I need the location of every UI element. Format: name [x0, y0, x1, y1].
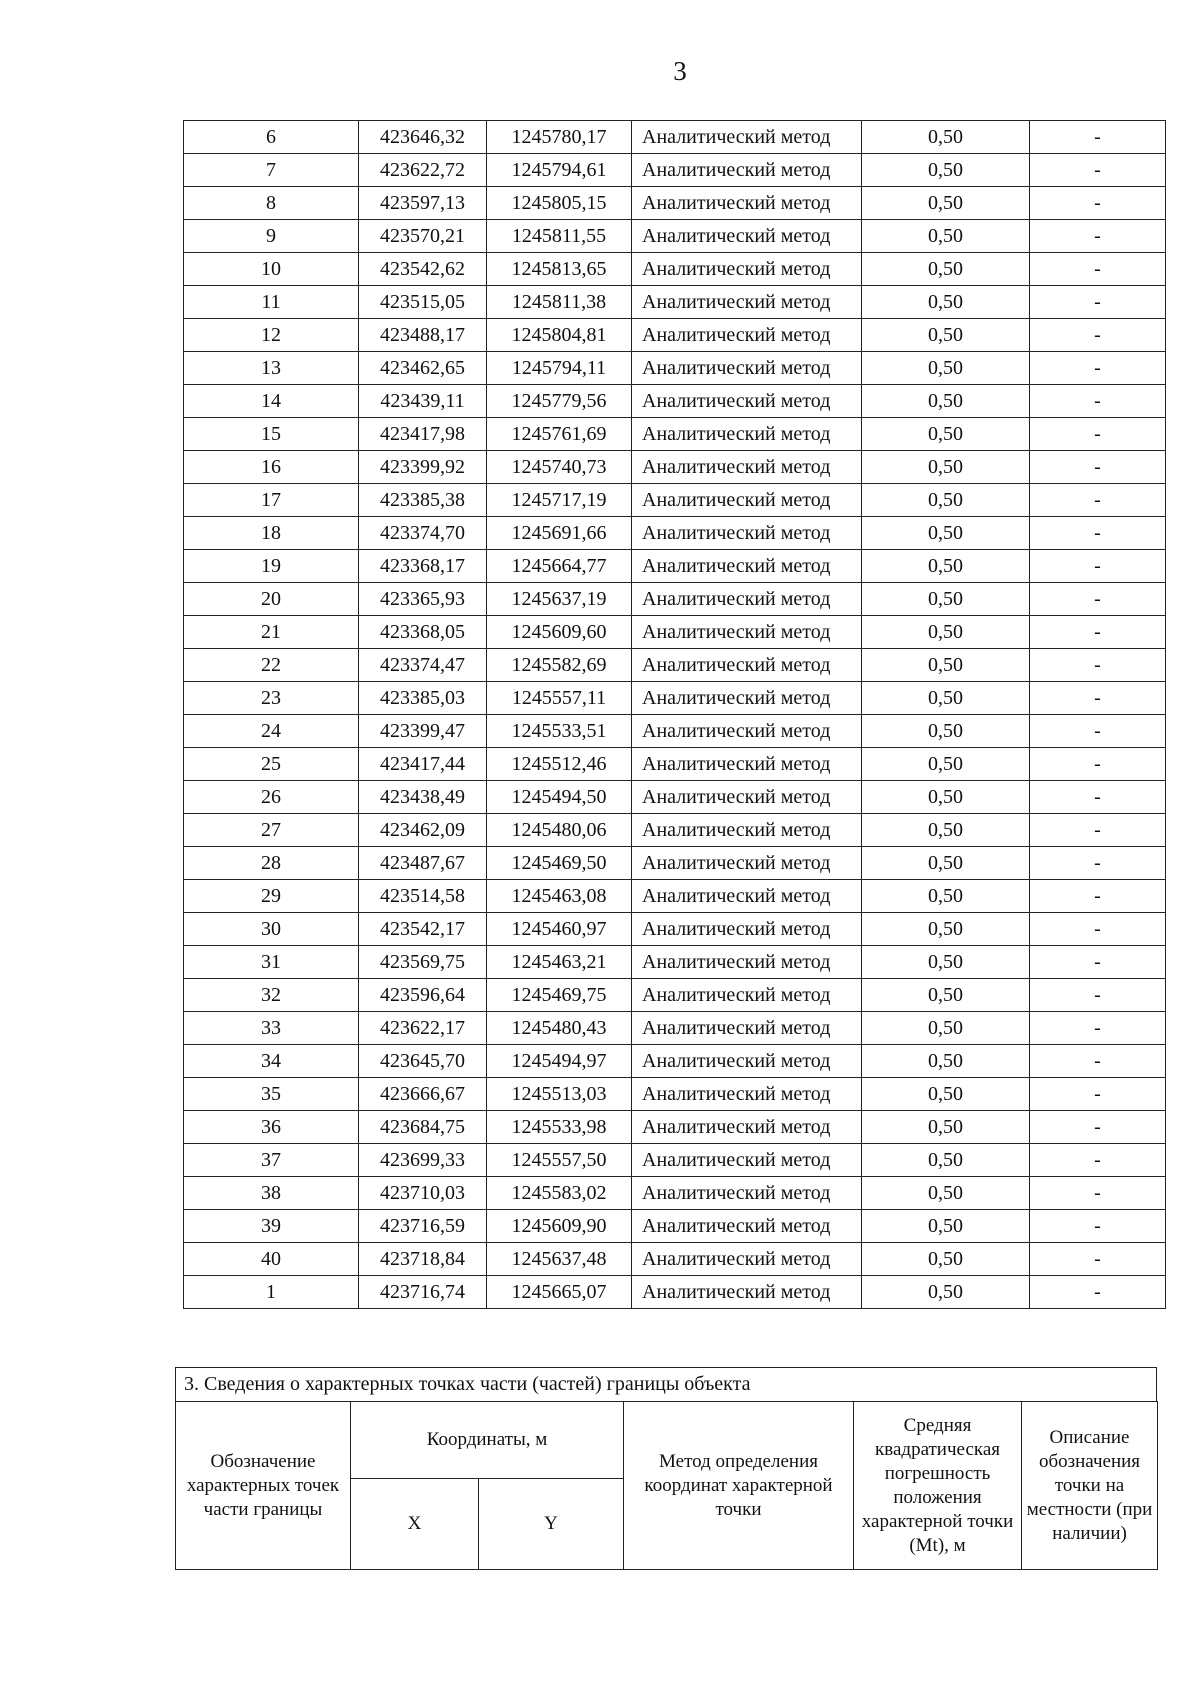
- mt-cell: 0,50: [862, 1177, 1030, 1210]
- y-coordinate-cell: 1245637,19: [487, 583, 632, 616]
- point-number-cell: 31: [184, 946, 359, 979]
- mt-cell: 0,50: [862, 385, 1030, 418]
- table-row: [184, 715, 1166, 748]
- y-coordinate-cell: 1245494,50: [487, 781, 632, 814]
- point-number-cell: 23: [184, 682, 359, 715]
- y-coordinate-cell: 1245582,69: [487, 649, 632, 682]
- x-coordinate-cell: 423699,33: [359, 1144, 487, 1177]
- method-cell: Аналитический метод: [632, 121, 862, 154]
- method-cell: Аналитический метод: [632, 1078, 862, 1111]
- mt-cell: 0,50: [862, 1243, 1030, 1276]
- mt-cell: 0,50: [862, 451, 1030, 484]
- method-cell: Аналитический метод: [632, 880, 862, 913]
- header-coordinates: Координаты, м: [351, 1402, 624, 1479]
- point-number-cell: 21: [184, 616, 359, 649]
- table-row: [184, 1111, 1166, 1144]
- method-cell: Аналитический метод: [632, 979, 862, 1012]
- mt-cell: 0,50: [862, 946, 1030, 979]
- description-cell: -: [1030, 1078, 1166, 1111]
- method-cell: Аналитический метод: [632, 1243, 862, 1276]
- description-cell: -: [1030, 154, 1166, 187]
- x-coordinate-cell: 423399,92: [359, 451, 487, 484]
- table-row: [184, 418, 1166, 451]
- table-row: [184, 781, 1166, 814]
- x-coordinate-cell: 423487,67: [359, 847, 487, 880]
- table-row: [184, 946, 1166, 979]
- table-row: [184, 121, 1166, 154]
- mt-cell: 0,50: [862, 1276, 1030, 1309]
- y-coordinate-cell: 1245557,11: [487, 682, 632, 715]
- table-row: [184, 847, 1166, 880]
- description-cell: -: [1030, 352, 1166, 385]
- method-cell: Аналитический метод: [632, 1012, 862, 1045]
- method-cell: Аналитический метод: [632, 451, 862, 484]
- y-coordinate-cell: 1245780,17: [487, 121, 632, 154]
- mt-cell: 0,50: [862, 682, 1030, 715]
- mt-cell: 0,50: [862, 121, 1030, 154]
- mt-cell: 0,50: [862, 583, 1030, 616]
- table-row: [184, 1243, 1166, 1276]
- x-coordinate-cell: 423488,17: [359, 319, 487, 352]
- mt-cell: 0,50: [862, 1078, 1030, 1111]
- y-coordinate-cell: 1245609,90: [487, 1210, 632, 1243]
- x-coordinate-cell: 423570,21: [359, 220, 487, 253]
- x-coordinate-cell: 423439,11: [359, 385, 487, 418]
- method-cell: Аналитический метод: [632, 319, 862, 352]
- point-number-cell: 1: [184, 1276, 359, 1309]
- description-cell: -: [1030, 847, 1166, 880]
- description-cell: -: [1030, 715, 1166, 748]
- description-cell: -: [1030, 418, 1166, 451]
- section-3-title: 3. Сведения о характерных точках части (частей) границы объекта: [175, 1367, 1157, 1401]
- method-cell: Аналитический метод: [632, 781, 862, 814]
- method-cell: Аналитический метод: [632, 352, 862, 385]
- x-coordinate-cell: 423374,70: [359, 517, 487, 550]
- point-number-cell: 25: [184, 748, 359, 781]
- table-row: [184, 748, 1166, 781]
- point-number-cell: 36: [184, 1111, 359, 1144]
- x-coordinate-cell: 423462,65: [359, 352, 487, 385]
- table-row: [184, 484, 1166, 517]
- y-coordinate-cell: 1245804,81: [487, 319, 632, 352]
- y-coordinate-cell: 1245805,15: [487, 187, 632, 220]
- table-row: [184, 1045, 1166, 1078]
- description-cell: -: [1030, 121, 1166, 154]
- method-cell: Аналитический метод: [632, 616, 862, 649]
- point-number-cell: 8: [184, 187, 359, 220]
- description-cell: -: [1030, 814, 1166, 847]
- y-coordinate-cell: 1245480,06: [487, 814, 632, 847]
- point-number-cell: 7: [184, 154, 359, 187]
- table-row: [184, 385, 1166, 418]
- x-coordinate-cell: 423716,59: [359, 1210, 487, 1243]
- mt-cell: 0,50: [862, 814, 1030, 847]
- y-coordinate-cell: 1245463,08: [487, 880, 632, 913]
- method-cell: Аналитический метод: [632, 220, 862, 253]
- method-cell: Аналитический метод: [632, 847, 862, 880]
- mt-cell: 0,50: [862, 253, 1030, 286]
- point-number-cell: 6: [184, 121, 359, 154]
- point-number-cell: 29: [184, 880, 359, 913]
- point-number-cell: 17: [184, 484, 359, 517]
- x-coordinate-cell: 423718,84: [359, 1243, 487, 1276]
- description-cell: -: [1030, 1243, 1166, 1276]
- method-cell: Аналитический метод: [632, 946, 862, 979]
- description-cell: -: [1030, 253, 1166, 286]
- description-cell: -: [1030, 649, 1166, 682]
- description-cell: -: [1030, 550, 1166, 583]
- mt-cell: 0,50: [862, 1111, 1030, 1144]
- table-row: [184, 583, 1166, 616]
- y-coordinate-cell: 1245469,75: [487, 979, 632, 1012]
- point-number-cell: 20: [184, 583, 359, 616]
- mt-cell: 0,50: [862, 418, 1030, 451]
- y-coordinate-cell: 1245512,46: [487, 748, 632, 781]
- method-cell: Аналитический метод: [632, 484, 862, 517]
- description-cell: -: [1030, 880, 1166, 913]
- mt-cell: 0,50: [862, 715, 1030, 748]
- description-cell: -: [1030, 484, 1166, 517]
- description-cell: -: [1030, 451, 1166, 484]
- description-cell: -: [1030, 583, 1166, 616]
- description-cell: -: [1030, 385, 1166, 418]
- table-row: [184, 1144, 1166, 1177]
- x-coordinate-cell: 423515,05: [359, 286, 487, 319]
- x-coordinate-cell: 423646,32: [359, 121, 487, 154]
- y-coordinate-cell: 1245463,21: [487, 946, 632, 979]
- method-cell: Аналитический метод: [632, 682, 862, 715]
- method-cell: Аналитический метод: [632, 748, 862, 781]
- point-number-cell: 38: [184, 1177, 359, 1210]
- mt-cell: 0,50: [862, 781, 1030, 814]
- method-cell: Аналитический метод: [632, 517, 862, 550]
- table-row: [184, 1078, 1166, 1111]
- description-cell: -: [1030, 781, 1166, 814]
- table-row: [184, 451, 1166, 484]
- mt-cell: 0,50: [862, 913, 1030, 946]
- y-coordinate-cell: 1245811,55: [487, 220, 632, 253]
- method-cell: Аналитический метод: [632, 154, 862, 187]
- coordinates-table-body: [184, 121, 1166, 1309]
- method-cell: Аналитический метод: [632, 715, 862, 748]
- y-coordinate-cell: 1245494,97: [487, 1045, 632, 1078]
- point-number-cell: 18: [184, 517, 359, 550]
- x-coordinate-cell: 423622,17: [359, 1012, 487, 1045]
- y-coordinate-cell: 1245813,65: [487, 253, 632, 286]
- table-row: [184, 682, 1166, 715]
- table-row: [184, 814, 1166, 847]
- method-cell: Аналитический метод: [632, 1276, 862, 1309]
- x-coordinate-cell: 423368,17: [359, 550, 487, 583]
- y-coordinate-cell: 1245460,97: [487, 913, 632, 946]
- x-coordinate-cell: 423542,62: [359, 253, 487, 286]
- x-coordinate-cell: 423716,74: [359, 1276, 487, 1309]
- point-number-cell: 39: [184, 1210, 359, 1243]
- table-row: [184, 517, 1166, 550]
- y-coordinate-cell: 1245533,51: [487, 715, 632, 748]
- point-number-cell: 37: [184, 1144, 359, 1177]
- mt-cell: 0,50: [862, 1210, 1030, 1243]
- x-coordinate-cell: 423645,70: [359, 1045, 487, 1078]
- point-number-cell: 35: [184, 1078, 359, 1111]
- x-coordinate-cell: 423374,47: [359, 649, 487, 682]
- method-cell: Аналитический метод: [632, 187, 862, 220]
- header-method: Метод определения координат характерной точки: [624, 1402, 854, 1570]
- mt-cell: 0,50: [862, 979, 1030, 1012]
- mt-cell: 0,50: [862, 1012, 1030, 1045]
- y-coordinate-cell: 1245717,19: [487, 484, 632, 517]
- description-cell: -: [1030, 1111, 1166, 1144]
- table-row: [184, 649, 1166, 682]
- point-number-cell: 24: [184, 715, 359, 748]
- mt-cell: 0,50: [862, 649, 1030, 682]
- description-cell: -: [1030, 946, 1166, 979]
- mt-cell: 0,50: [862, 220, 1030, 253]
- description-cell: -: [1030, 616, 1166, 649]
- point-number-cell: 28: [184, 847, 359, 880]
- mt-cell: 0,50: [862, 187, 1030, 220]
- point-number-cell: 33: [184, 1012, 359, 1045]
- table-row: [184, 1012, 1166, 1045]
- table-row: [184, 253, 1166, 286]
- method-cell: Аналитический метод: [632, 418, 862, 451]
- x-coordinate-cell: 423514,58: [359, 880, 487, 913]
- method-cell: Аналитический метод: [632, 286, 862, 319]
- mt-cell: 0,50: [862, 616, 1030, 649]
- description-cell: -: [1030, 220, 1166, 253]
- table-row: [184, 220, 1166, 253]
- x-coordinate-cell: 423542,17: [359, 913, 487, 946]
- mt-cell: 0,50: [862, 352, 1030, 385]
- method-cell: Аналитический метод: [632, 649, 862, 682]
- x-coordinate-cell: 423684,75: [359, 1111, 487, 1144]
- method-cell: Аналитический метод: [632, 1045, 862, 1078]
- description-cell: -: [1030, 319, 1166, 352]
- point-number-cell: 22: [184, 649, 359, 682]
- description-cell: -: [1030, 1177, 1166, 1210]
- point-number-cell: 14: [184, 385, 359, 418]
- page-number: 3: [673, 56, 687, 86]
- y-coordinate-cell: 1245740,73: [487, 451, 632, 484]
- x-coordinate-cell: 423622,72: [359, 154, 487, 187]
- method-cell: Аналитический метод: [632, 913, 862, 946]
- x-coordinate-cell: 423596,64: [359, 979, 487, 1012]
- method-cell: Аналитический метод: [632, 814, 862, 847]
- table-row: [184, 286, 1166, 319]
- header-y: Y: [479, 1479, 624, 1570]
- y-coordinate-cell: 1245557,50: [487, 1144, 632, 1177]
- description-cell: -: [1030, 1276, 1166, 1309]
- mt-cell: 0,50: [862, 154, 1030, 187]
- y-coordinate-cell: 1245665,07: [487, 1276, 632, 1309]
- table-row: [184, 187, 1166, 220]
- y-coordinate-cell: 1245480,43: [487, 1012, 632, 1045]
- x-coordinate-cell: 423365,93: [359, 583, 487, 616]
- description-cell: -: [1030, 748, 1166, 781]
- table-row: [184, 1210, 1166, 1243]
- point-number-cell: 9: [184, 220, 359, 253]
- table-row: [184, 1177, 1166, 1210]
- x-coordinate-cell: 423710,03: [359, 1177, 487, 1210]
- x-coordinate-cell: 423417,98: [359, 418, 487, 451]
- x-coordinate-cell: 423385,38: [359, 484, 487, 517]
- x-coordinate-cell: 423462,09: [359, 814, 487, 847]
- x-coordinate-cell: 423666,67: [359, 1078, 487, 1111]
- x-coordinate-cell: 423385,03: [359, 682, 487, 715]
- description-cell: -: [1030, 1210, 1166, 1243]
- point-number-cell: 27: [184, 814, 359, 847]
- header-x: X: [351, 1479, 479, 1570]
- mt-cell: 0,50: [862, 550, 1030, 583]
- y-coordinate-cell: 1245691,66: [487, 517, 632, 550]
- y-coordinate-cell: 1245664,77: [487, 550, 632, 583]
- description-cell: -: [1030, 1144, 1166, 1177]
- mt-cell: 0,50: [862, 847, 1030, 880]
- y-coordinate-cell: 1245811,38: [487, 286, 632, 319]
- point-number-cell: 10: [184, 253, 359, 286]
- table-row: [184, 352, 1166, 385]
- table-row: [184, 154, 1166, 187]
- x-coordinate-cell: 423417,44: [359, 748, 487, 781]
- description-cell: -: [1030, 913, 1166, 946]
- point-number-cell: 34: [184, 1045, 359, 1078]
- point-number-cell: 12: [184, 319, 359, 352]
- description-cell: -: [1030, 187, 1166, 220]
- description-cell: -: [1030, 286, 1166, 319]
- table-row: [184, 979, 1166, 1012]
- y-coordinate-cell: 1245794,11: [487, 352, 632, 385]
- method-cell: Аналитический метод: [632, 1111, 862, 1144]
- table-row: [184, 1276, 1166, 1309]
- point-number-cell: 11: [184, 286, 359, 319]
- mt-cell: 0,50: [862, 748, 1030, 781]
- method-cell: Аналитический метод: [632, 1144, 862, 1177]
- method-cell: Аналитический метод: [632, 1177, 862, 1210]
- table-row: [184, 880, 1166, 913]
- point-number-cell: 13: [184, 352, 359, 385]
- header-designation: Обозначение характерных точек части границы: [176, 1402, 351, 1570]
- table-row: [184, 319, 1166, 352]
- y-coordinate-cell: 1245533,98: [487, 1111, 632, 1144]
- mt-cell: 0,50: [862, 484, 1030, 517]
- description-cell: -: [1030, 517, 1166, 550]
- table-row: [184, 550, 1166, 583]
- point-number-cell: 19: [184, 550, 359, 583]
- y-coordinate-cell: 1245761,69: [487, 418, 632, 451]
- point-number-cell: 32: [184, 979, 359, 1012]
- mt-cell: 0,50: [862, 1045, 1030, 1078]
- y-coordinate-cell: 1245583,02: [487, 1177, 632, 1210]
- point-number-cell: 16: [184, 451, 359, 484]
- method-cell: Аналитический метод: [632, 583, 862, 616]
- description-cell: -: [1030, 979, 1166, 1012]
- point-number-cell: 15: [184, 418, 359, 451]
- point-number-cell: 26: [184, 781, 359, 814]
- coordinates-table: [183, 120, 1166, 1309]
- description-cell: -: [1030, 682, 1166, 715]
- y-coordinate-cell: 1245794,61: [487, 154, 632, 187]
- y-coordinate-cell: 1245779,56: [487, 385, 632, 418]
- point-number-cell: 40: [184, 1243, 359, 1276]
- y-coordinate-cell: 1245637,48: [487, 1243, 632, 1276]
- y-coordinate-cell: 1245469,50: [487, 847, 632, 880]
- method-cell: Аналитический метод: [632, 550, 862, 583]
- point-number-cell: 30: [184, 913, 359, 946]
- x-coordinate-cell: 423569,75: [359, 946, 487, 979]
- table-row: [184, 616, 1166, 649]
- header-mt: Средняя квадратическая погрешность положения характерной точки (Mt), м: [854, 1402, 1022, 1570]
- method-cell: Аналитический метод: [632, 253, 862, 286]
- y-coordinate-cell: 1245609,60: [487, 616, 632, 649]
- mt-cell: 0,50: [862, 880, 1030, 913]
- mt-cell: 0,50: [862, 319, 1030, 352]
- header-description: Описание обозначения точки на местности (при наличии): [1022, 1402, 1158, 1570]
- x-coordinate-cell: 423597,13: [359, 187, 487, 220]
- method-cell: Аналитический метод: [632, 1210, 862, 1243]
- description-cell: -: [1030, 1012, 1166, 1045]
- mt-cell: 0,50: [862, 286, 1030, 319]
- method-cell: Аналитический метод: [632, 385, 862, 418]
- x-coordinate-cell: 423438,49: [359, 781, 487, 814]
- mt-cell: 0,50: [862, 517, 1030, 550]
- x-coordinate-cell: 423399,47: [359, 715, 487, 748]
- table-row: [184, 913, 1166, 946]
- y-coordinate-cell: 1245513,03: [487, 1078, 632, 1111]
- section-3-header-table: [175, 1401, 1158, 1570]
- description-cell: -: [1030, 1045, 1166, 1078]
- mt-cell: 0,50: [862, 1144, 1030, 1177]
- x-coordinate-cell: 423368,05: [359, 616, 487, 649]
